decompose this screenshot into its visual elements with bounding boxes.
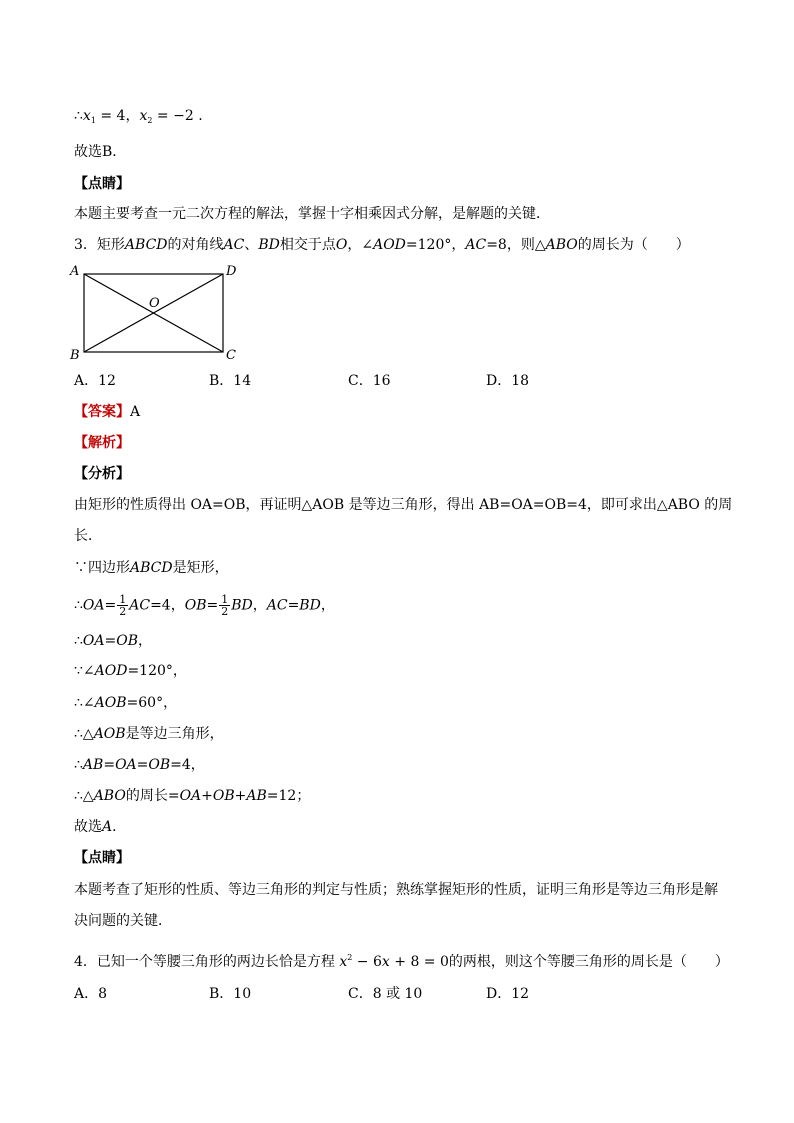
label-c: C bbox=[226, 348, 236, 363]
question-4-stem: 4．已知一个等腰三角形的两边长恰是方程 $x^2 - 6x + 8 = 0$的两根，则这个等腰三角形的周长是（ ） bbox=[74, 953, 729, 970]
q3-option-b: B．14 bbox=[209, 373, 252, 389]
q3-option-a: A．12 bbox=[74, 373, 116, 389]
dianjing-label-1: 【点睛】 bbox=[74, 176, 130, 192]
step-2: ∴OA= $\frac{1}{2}$ AC=4，OB= $\frac{1}{2}$ BD，AC=BD， bbox=[74, 593, 335, 618]
fraction-half-2: $\frac{1}{2}$ bbox=[221, 593, 229, 618]
fenxi-label: 【分析】 bbox=[74, 466, 130, 482]
label-o: O bbox=[149, 296, 160, 311]
step-4: ∵∠AOD=120°， bbox=[74, 663, 187, 679]
step-6: ∴△AOB是等边三角形， bbox=[74, 726, 224, 742]
fraction-half-1: $\frac{1}{2}$ bbox=[119, 593, 127, 618]
label-b: B bbox=[70, 348, 80, 363]
analysis-label: 【解析】 bbox=[74, 435, 130, 451]
label-a: A bbox=[70, 264, 80, 279]
step-3: ∴OA=OB， bbox=[74, 633, 153, 649]
step-7: ∴AB=OA=OB=4， bbox=[74, 757, 205, 773]
fenxi-text-1: 由矩形的性质得出 OA=OB，再证明△AOB 是等边三角形，得出 AB=OA=OB=4，即可求出△ABO 的周 bbox=[74, 497, 733, 513]
question-3-stem: 3．矩形ABCD的对角线AC、BD相交于点O，∠AOD=120°，AC=8，则△ABO的周长为（ ） bbox=[74, 237, 690, 253]
q4-option-c: C．8 或 10 bbox=[348, 986, 423, 1002]
label-d: D bbox=[226, 264, 237, 279]
q4-option-b: B．10 bbox=[209, 986, 252, 1002]
dianjing-text-1: 本题主要考查一元二次方程的解法，掌握十字相乘因式分解，是解题的关键． bbox=[74, 206, 550, 222]
fenxi-text-2: 长． bbox=[74, 528, 102, 544]
step-1: ∵四边形ABCD是矩形， bbox=[74, 560, 229, 576]
step-5: ∴∠AOB=60°， bbox=[74, 695, 178, 711]
step-8: ∴△ABO的周长=OA+OB+AB=12； bbox=[74, 788, 311, 804]
q4-option-a: A．8 bbox=[74, 986, 108, 1002]
q4-option-d: D．12 bbox=[486, 986, 530, 1002]
answer-line: 【答案】A bbox=[74, 404, 141, 420]
choose-b-line: 故选B． bbox=[74, 144, 127, 160]
dianjing-text-2b: 决问题的关键． bbox=[74, 913, 172, 929]
dianjing-text-2a: 本题考查了矩形的性质、等边三角形的判定与性质；熟练掌握矩形的性质，证明三角形是等边三角形是解 bbox=[74, 882, 718, 898]
q3-option-d: D．18 bbox=[486, 373, 530, 389]
q3-option-c: C．16 bbox=[348, 373, 391, 389]
rectangle-figure bbox=[66, 258, 246, 366]
dianjing-label-2: 【点睛】 bbox=[74, 850, 130, 866]
solution-roots-line: $\therefore x_1 = 4$，$x_2 = -2$ . bbox=[74, 108, 203, 125]
step-9: 故选A． bbox=[74, 819, 127, 835]
